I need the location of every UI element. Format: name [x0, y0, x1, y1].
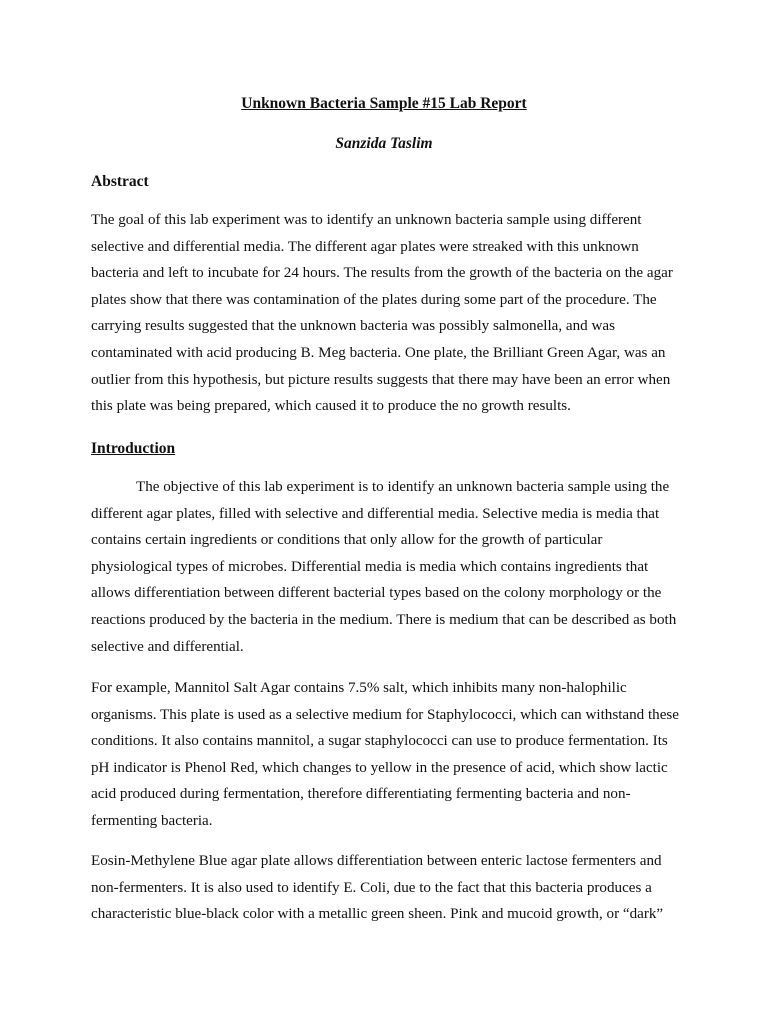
author-name: Sanzida Taslim: [335, 135, 433, 152]
report-title: Unknown Bacteria Sample #15 Lab Report: [241, 95, 527, 112]
abstract-paragraph: The goal of this lab experiment was to identify an unknown bacteria sample using different selective and differential media. The different agar plates were streaked with this unknown bacteria and left to incubate for 24 hours. The results from the growth of the bacteria on the agar plates show that there was contamination of the plates during some part of the procedure. The carrying results suggested that the unknown bacteria was possibly salmonella, and was contaminated with acid producing B. Meg bacteria. One plate, the Brilliant Green Agar, was an outlier from this hypothesis, but picture results suggests that there may have been an error when this plate was being prepared, which caused it to produce the no growth results.: [91, 212, 673, 415]
introduction-paragraph-1: [91, 474, 679, 660]
introduction-paragraph-1-text: The objective of this lab experiment is to identify an unknown bacteria sample using the different agar plates, filled with selective and differential media. Selective media is media that contains certain ingredients or conditions that only allow for the growth of particular physiological types of microbes. Differential media is media which contains ingredients that allows differentiation between different bacterial types based on the colony morphology or the reactions produced by the bacteria in the medium. There is medium that can be described as both selective and differential.: [91, 479, 677, 655]
abstract-heading: Abstract: [91, 173, 149, 190]
introduction-paragraph-2: For example, Mannitol Salt Agar contains 7.5% salt, which inhibits many non-halophilic organisms. This plate is used as a selective medium for Staphylococci, which can withstand these conditions. It also contains mannitol, a sugar staphylococci can use to produce fermentation. Its pH indicator is Phenol Red, which changes to yellow in the presence of acid, which show lactic acid produced during fermentation, therefore differentiating fermenting bacteria and non-fermenting bacteria.: [91, 680, 679, 829]
introduction-heading: Introduction: [91, 440, 176, 457]
introduction-paragraph-3: Eosin-Methylene Blue agar plate allows differentiation between enteric lactose fermenters and non-fermenters. It is also used to identify E. Coli, due to the fact that this bacteria produces a characteristic blue-black color with a metallic green sheen. Pink and mucoid growth, or “dark”: [91, 853, 664, 923]
